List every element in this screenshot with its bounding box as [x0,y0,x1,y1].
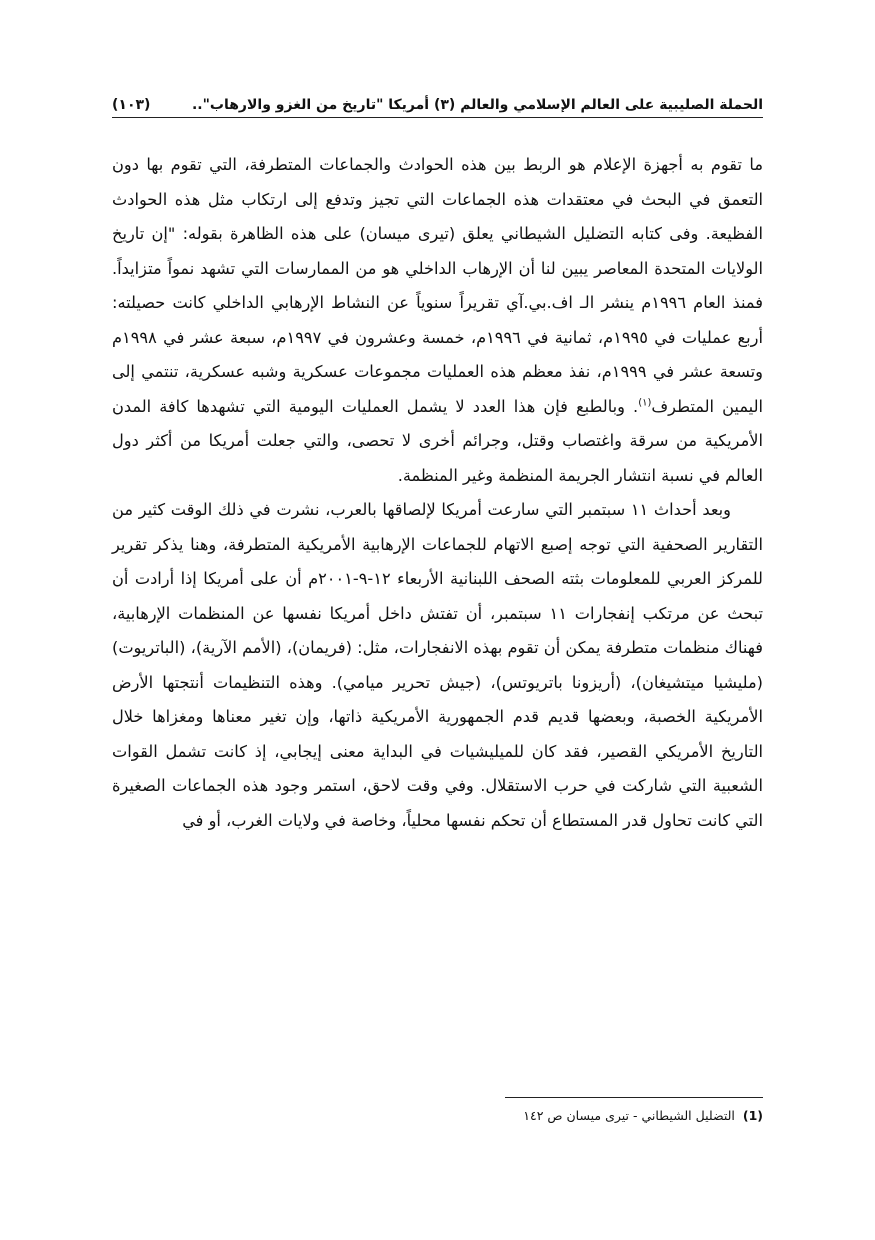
footnote-marker: (1) [742,1108,763,1123]
footnote-reference: (١) [638,397,652,409]
paragraph-1 [112,148,763,493]
body-text [112,148,763,838]
footnote-separator [505,1097,763,1098]
footnote [112,1107,763,1125]
paragraph-1-part-1: ما تقوم به أجهزة الإعلام هو الربط بين هذه الحوادث والجماعات المتطرفة، التي تقوم بها دون التعمق في البحث في معتقدات هذه الجماعات التي تجيز وتدفع إلى ارتكاب مثل هذه الحوادث الفظيعة. وفى كتابه التضليل الشيطاني يعلق (تيرى ميسان) على هذه الظاهرة بقوله: "إن تاريخ الولايات المتحدة المعاصر يبين لنا أن الإرهاب الداخلي هو من الممارسات التي تشهد نمواً متزايداً. فمنذ العام ١٩٩٦م ينشر الـ اف.بي.آي تقريراً سنوياً عن النشاط الإرهابي الداخلي كانت حصيلته: أربع عمليات في ١٩٩٥م، ثمانية في ١٩٩٦م، خمسة وعشرون في ١٩٩٧م، سبعة عشر في ١٩٩٨م وتسعة عشر في ١٩٩٩م، نفذ معظم هذه العمليات مجموعات عسكرية وشبه عسكرية، تنتمي إلى اليمين المتطرف [112,155,763,416]
paragraph-1-part-2: . وبالطبع فإن هذا العدد لا يشمل العمليات اليومية التي تشهدها كافة المدن الأمريكية من سرقة واغتصاب وقتل، وجرائم أخرى لا تحصى، والتي جعلت أمريكا من أكثر دول العالم في نسبة انتشار الجريمة المنظمة وغير المنظمة. [112,396,763,485]
page-number: (١٠٣) [112,97,151,113]
footnote-text: التضليل الشيطاني - تيرى ميسان ص ١٤٢ [523,1108,735,1123]
running-header [112,84,763,118]
paragraph-2: وبعد أحداث ١١ سبتمبر التي سارعت أمريكا لإلصاقها بالعرب، نشرت في ذلك الوقت كثير من التقارير الصحفية التي توجه إصبع الاتهام للجماعات الإرهابية الأمريكية المتطرفة، وهنا يذكر تقرير للمركز العربي للمعلومات بثته الصحف اللبنانية الأربعاء ١٢-٩-٢٠٠١م أن على أمريكا إذا أرادت أن تبحث عن مرتكب إنفجارات ١١ سبتمبر، أن تفتش داخل أمريكا نفسها عن المنظمات الإرهابية، فهناك منظمات متطرفة يمكن أن تقوم بهذه الانفجارات، مثل: (فريمان)، (الأمم الآرية)، (الباتريوت) (مليشيا ميتشيغان)، (أريزونا باتريوتس)، (جيش تحرير ميامي). وهذه التنظيمات أنتجتها الأرض الأمريكية الخصبة، وبعضها قديم قدم الجمهورية الأمريكية ذاتها، وإن تغير معناها ومغزاها خلال التاريخ الأمريكي القصير، فقد كان للميليشيات في البداية معنى إيجابي، إذ كانت تشمل القوات الشعبية التي شاركت في حرب الاستقلال. وفي وقت لاحق، استمر وجود هذه الجماعات الصغيرة التي كانت تحاول قدر المستطاع أن تحكم نفسها محلياً، وخاصة في ولايات الغرب، أو في [112,500,763,830]
header-title: الحملة الصليبية على العالم الإسلامي والعالم (٣) أمريكا "تاريخ من الغزو والارهاب".. [191,97,763,113]
